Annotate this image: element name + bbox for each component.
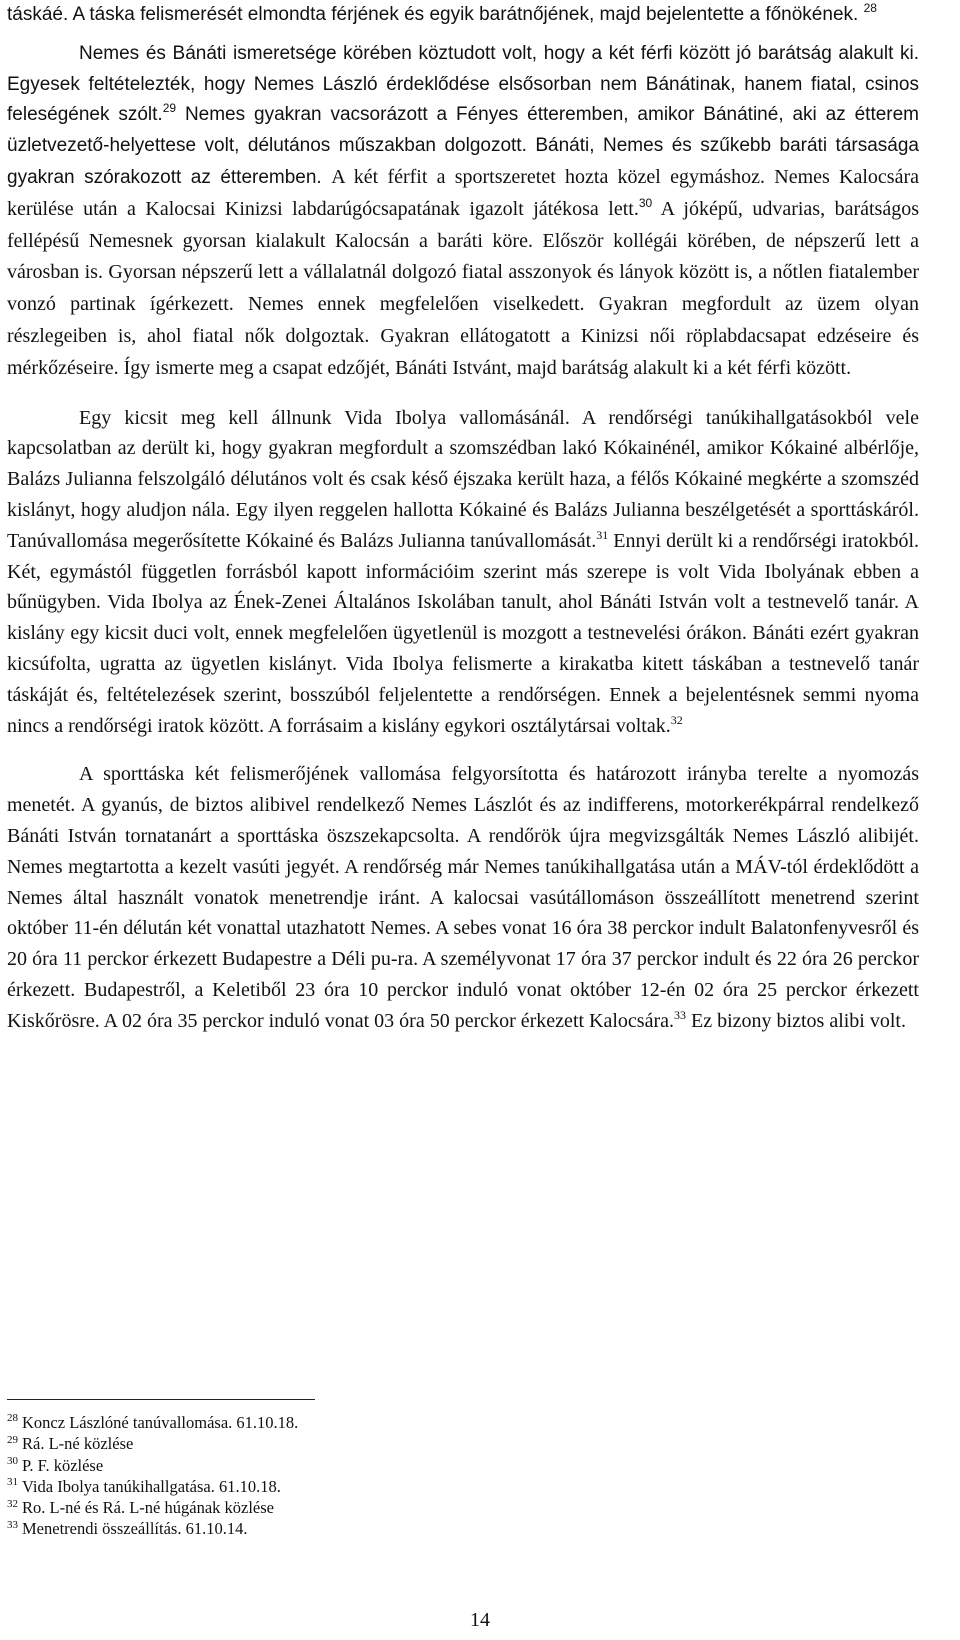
paragraph-1-text: táskáé. A táska felismerését elmondta férjének és egyik barátnőjének, majd bejelentette a főnökének. (7, 4, 859, 25)
footnote-number: 30 (7, 1455, 18, 1467)
footnotes (7, 1412, 707, 1540)
page-number: 14 (470, 1609, 490, 1631)
footnote-text: Ro. L-né és Rá. L-né húgának közlése (22, 1498, 274, 1518)
footnote-number: 31 (7, 1476, 18, 1489)
footnote-divider (7, 1399, 315, 1400)
footnote-text: Menetrendi összeállítás. 61.10.14. (22, 1519, 248, 1539)
footnote-ref-32[interactable]: 32 (670, 712, 683, 727)
footnote-number: 28 (7, 1412, 18, 1425)
footnote-ref-30[interactable]: 30 (638, 195, 653, 210)
footnote-item (7, 1412, 707, 1433)
paragraph-2 (7, 39, 919, 385)
paragraph-4 (7, 759, 919, 1036)
footnote-item (7, 1455, 707, 1476)
footnote-number: 29 (7, 1433, 18, 1446)
paragraph-3-text-1: Egy kicsit meg kell állnunk Vida Ibolya vallomásánál. A rendőrségi tanúkihallgatásokból vele kapcsolatban az derült ki, hogy gyakran megfordult a szomszédban lakó Kókainénél, amikor Kókainé albérlője, Balázs Julianna felszolgáló délutános volt és csak késő éjszaka került haza, a félős Kókainé megkérte a szomszéd kislányt, hogy aludjon nála. Egy ilyen reggelen hallotta Kókainé és Balázs Julianna beszélgetését a sporttáskáról. Tanúvallomása megerősítette Kókainé és Balázs Julianna tanúvallomását. (7, 406, 919, 552)
paragraph-2-text-3: A két férfit a sportszeretet hozta közel egymáshoz. Nemes Kalocsára kerülése után a Kalocsai Kinizsi labdarúgócsapatának igazolt játékosa lett. (7, 165, 919, 220)
footnote-number: 32 (7, 1497, 18, 1510)
footnote-number: 33 (7, 1518, 18, 1531)
footnote-item (7, 1476, 707, 1497)
paragraph-4-text-1: A sporttáska két felismerőjének vallomása felgyorsította és határozott irányba terelte a nyomozás menetét. A gyanús, de biztos alibivel rendelkező Nemes Lászlót és az indifferens, motorkerékpárral rendelkező Bánáti István tornatanárt a sporttáska öszszekapcsolta. A rendőrök újra megvizsgálták Nemes László alibijét. Nemes megtartotta a kezelt vasúti jegyét. A rendőrség már Nemes tanúkihallgatása után a MÁV-tól érdeklődött a Nemes által használt vonatok menetrendje iránt. A kalocsai vasútállomáson összeállított menetrend szerint október 11-én délután két vonattal utazhatott Nemes. A sebes vonat 16 óra 38 perckor indult Balatonfenyvesről és 20 óra 11 perckor érkezett Budapestre a Déli pu-ra. A személyvonat 17 óra 37 perckor indult és 22 óra 26 perckor érkezett. Budapestről, a Keletiből 23 óra 10 perckor induló vonat október 12-én 02 óra 25 perckor érkezett Kiskőrösre. A 02 óra 35 perckor induló vonat 03 óra 50 perckor érkezett Kalocsára. (7, 763, 919, 1032)
paragraph-2-text-2: Nemes gyakran vacsorázott a Fényes étteremben, amikor Bánátiné, aki az étterem üzletvezető-helyettese volt, délutános műszakban dolgozott. Bánáti, Nemes és szűkebb baráti társasága gyakran szórakozott az étteremben. (7, 104, 920, 188)
footnote-ref-29[interactable]: 29 (162, 101, 177, 116)
footnote-item (7, 1433, 707, 1454)
footnote-ref-33[interactable]: 33 (674, 1007, 687, 1022)
paragraph-2-text-1: Nemes és Bánáti ismeretsége körében köztudott volt, hogy a két férfi között jó barátság alakult ki. Egyesek feltételezték, hogy Nemes László érdeklődése elsősorban nem Bánátinak, hanem fiatal, csinos feleségének szólt. (7, 42, 919, 126)
footnote-text: Koncz Lászlóné tanúvallomása. 61.10.18. (22, 1413, 299, 1432)
paragraph-2-text-4: A jóképű, udvarias, barátságos fellépésű Nemesnek gyorsan kialakult Kalocsán a baráti köre. Először kollégái körében, de népszerű lett a városban is. Gyorsan népszerű lett a vállalatnál dolgozó fiatal asszonyok és lányok között is, a nőtlen fiatalember vonzó partinak ígérkezett. Nemes ennek megfelelően viselkedett. Gyakran megfordult az üzem olyan részlegeiben is, ahol fiatal nők dolgoztak. Gyakran ellátogatott a Kinizsi női röplabdacsapat edzéseire és mérkőzéseire. Így ismerte meg a csapat edzőjét, Bánáti Istvánt, majd barátság alakult ki a két férfi között. (7, 197, 919, 379)
paragraph-4-text-2: Ez bizony biztos alibi volt. (686, 1009, 906, 1032)
footnote-ref-31[interactable]: 31 (596, 527, 609, 542)
footnote-ref-28[interactable]: 28 (863, 1, 877, 16)
footnote-item (7, 1497, 707, 1518)
paragraph-3 (7, 403, 919, 742)
footnote-text: Rá. L-né közlése (22, 1434, 134, 1454)
footnote-text: P. F. közlése (22, 1455, 104, 1475)
page-body (7, 0, 919, 1037)
paragraph-3-text-2: Ennyi derült ki a rendőrségi iratokból. Két, egymástól független forrásból kapott információim szerint más szerepe is volt Vida Ibolyának ebben a bűnügyben. Vida Ibolya az Ének-Zenei Általános Iskolában tanult, ahol Bánáti István volt a testnevelő tanár. A kislány egy kicsit duci volt, ennek megfelelően ügyetlenül is mozgott a testnevelési órákon. Bánáti ezért gyakran kicsúfolta, ugratta az ügyetlen kislányt. Vida Ibolya felismerte a kirakatba kitett táskában a testnevelő tanár táskáját és, feltételezések szerint, bosszúból feljelentette a rendőrségen. Ennek a bejelentésnek semmi nyoma nincs a rendőrségi iratok között. A forrásaim a kislány egykori osztálytársai voltak. (7, 529, 920, 737)
footnote-item (7, 1518, 707, 1539)
footnote-text: Vida Ibolya tanúkihallgatása. 61.10.18. (22, 1476, 281, 1496)
paragraph-1 (7, 0, 919, 31)
